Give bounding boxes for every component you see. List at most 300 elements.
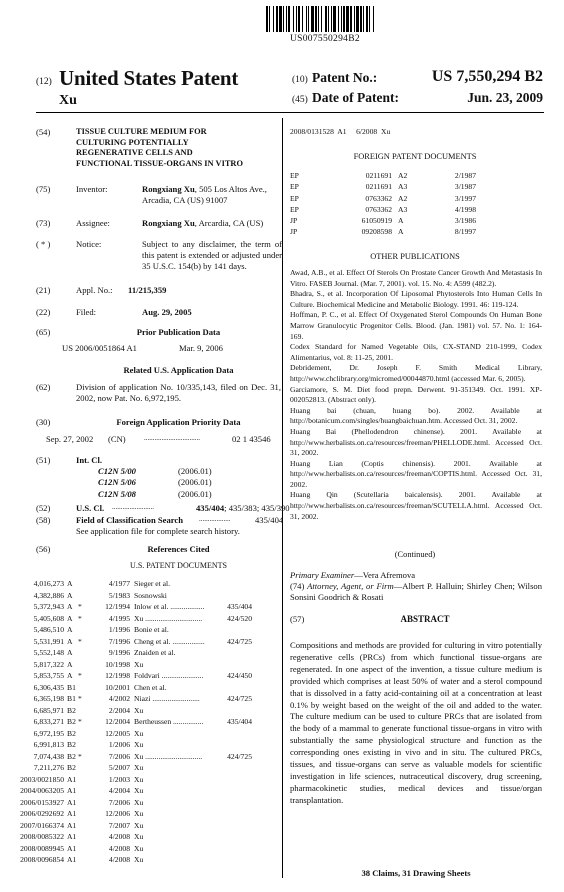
inventor-surname: Xu: [59, 93, 77, 108]
ref-star: [78, 854, 92, 866]
us-cl-text: [196, 503, 288, 514]
table-row: [12, 854, 278, 866]
ref-class: [212, 590, 252, 602]
foreign-country: EP: [290, 193, 299, 203]
ref-date: 4/2008: [108, 832, 130, 841]
ref-date: 4/1995: [108, 613, 130, 623]
ref-kind: A: [67, 648, 73, 657]
ref-date: 2/2004: [108, 705, 130, 715]
ref-date: 7/2007: [108, 820, 130, 830]
related-app-heading-row: [36, 365, 276, 379]
int-cl-list: [98, 466, 278, 500]
int-cl-class: C12N 5/08: [98, 488, 136, 499]
ref-kind: B2: [67, 763, 76, 772]
publication-entry: Huang Qin (Scutellaria baicalensis). 2001. Available at http://www.herbalists.on.ca/resources/freeman/SCUTELLA.html. Accessed Oct. 31, 2002.: [290, 490, 542, 521]
dot-leader: ................................: [144, 434, 200, 442]
field-30-foreign-priority: [36, 417, 276, 451]
ref-class: [212, 785, 252, 797]
ref-number: 6,365,198: [33, 694, 64, 703]
ref-kind: B2: [67, 717, 76, 726]
foreign-date: 3/1986: [454, 216, 476, 226]
foreign-priority-date: Sep. 27, 2002: [46, 434, 94, 444]
attorney-agent: [290, 581, 542, 603]
examiner-label: Primary Examiner: [290, 570, 355, 580]
ref-date: 12/1998: [105, 671, 130, 680]
field-notice: [36, 239, 282, 279]
publication-entry: Debridement, Dr. Joseph F. Smith Medical Library, http://www.chclibrary.org/micromed/00044870.html (accessed Mar. 6, 2005).: [290, 363, 542, 383]
int-cl-version: (2006.01): [178, 466, 212, 476]
foreign-number: 0763362: [365, 193, 392, 203]
ref-class: [212, 647, 252, 659]
int-cl-label: Int. Cl.: [76, 455, 103, 465]
ref-star: *: [78, 671, 82, 680]
ref-name: Xu: [134, 820, 144, 830]
ref-name: Xu: [134, 659, 144, 669]
ref-kind: A1: [67, 832, 77, 841]
notice-text: Subject to any disclaimer, the term of this patent is extended or adjusted under 35 U.S.C. 154(b) by 141 days.: [142, 239, 282, 271]
ref-number: 5,486,510: [33, 625, 64, 634]
ref-date: 4/2008: [108, 843, 130, 853]
ref-date: 4/2002: [108, 694, 130, 703]
table-row: [12, 785, 278, 797]
ref-star: [78, 590, 92, 602]
ref-number: 4,016,273: [33, 579, 64, 588]
table-row: [12, 728, 278, 740]
field-56-references: [36, 544, 276, 574]
field-54-title: [36, 127, 276, 177]
ref-number: 6,972,195: [33, 728, 64, 738]
us-patent-docs-heading: U.S. PATENT DOCUMENTS: [130, 561, 227, 570]
field-code: (58): [36, 515, 51, 525]
ref-kind: A: [67, 590, 73, 600]
ref-class: 435/404: [227, 717, 252, 726]
ref-class: [212, 739, 252, 751]
ref-kind: B1: [67, 682, 76, 692]
table-row: [12, 751, 278, 763]
ref-name: Xu: [134, 797, 144, 807]
foreign-country: EP: [290, 182, 299, 192]
ref-date: 1/2006: [108, 740, 130, 749]
ref-name: Sosnowski: [134, 590, 167, 600]
ref-class: [212, 659, 252, 671]
ref-date: 7/1996: [108, 636, 130, 646]
us-cl-value: 435/404: [196, 503, 225, 513]
table-row: [12, 601, 278, 613]
ref-star: [78, 774, 92, 786]
ref-kind: B2: [67, 728, 76, 738]
foreign-kind: A: [398, 227, 404, 237]
table-row: [12, 613, 278, 625]
ref-number: 6,306,435: [33, 682, 64, 692]
patent-no-code: (10): [292, 75, 308, 85]
foreign-docs-heading: FOREIGN PATENT DOCUMENTS: [353, 152, 477, 161]
field-code: ( * ): [36, 239, 51, 249]
barcode: [266, 6, 432, 32]
ref-class: [212, 705, 252, 717]
ref-number: 2008/0131528: [290, 127, 334, 136]
ref-number: 7,074,438: [33, 751, 64, 761]
ref-name: Xu: [134, 705, 144, 715]
ref-number: 5,853,755: [33, 671, 64, 680]
ref-date: 1/1996: [108, 625, 130, 634]
abstract-code: (57): [290, 614, 305, 624]
ref-number: 2008/0096854: [20, 855, 64, 864]
ref-class: [212, 762, 252, 774]
ref-number: 2008/0085322: [20, 832, 64, 841]
ref-class: 424/520: [227, 613, 252, 623]
ref-number: 4,382,886: [33, 590, 64, 600]
ref-name: Bertheussen ................: [134, 717, 204, 726]
foreign-kind: A3: [398, 182, 408, 192]
us-references-list: [12, 578, 278, 866]
table-row: [12, 797, 278, 809]
ref-star: [78, 682, 92, 694]
ref-name: Xu: [134, 832, 144, 841]
ref-star: [78, 578, 92, 590]
us-cl-label: U.S. Cl.: [76, 503, 105, 513]
ref-star: [78, 797, 92, 809]
ref-class: 424/725: [227, 636, 252, 646]
ref-date: 12/2005: [105, 728, 130, 738]
field-code: (52): [36, 503, 51, 513]
foreign-number: 0211691: [365, 171, 392, 180]
foreign-date: 2/1987: [454, 171, 476, 180]
publication-entry: Huang Bai (Phellodendron chinense). 2001. Available at http://www.herbalists.on.ca/resources/freeman/PHELLODE.html. Accessed Oct. 31, 2002.: [290, 426, 542, 458]
ref-name: Xu ..............................: [134, 613, 203, 623]
dot-leader: ........................: [112, 503, 154, 511]
ref-class: 435/404: [227, 602, 252, 611]
ref-date: 12/2006: [105, 809, 130, 818]
examiner-name: —Vera Afremova: [354, 570, 416, 580]
ref-star: [78, 624, 92, 636]
table-row: [12, 831, 278, 843]
ref-class: [212, 843, 252, 855]
invention-title: TISSUE CULTURE MEDIUM FOR CULTURING POTENTIALLY REGENERATIVE CELLS AND FUNCTIONAL TISSUE-ORGANS IN VITRO: [76, 127, 243, 168]
ref-star: *: [78, 694, 82, 703]
field-62-division: [36, 382, 281, 412]
foreign-priority-heading: Foreign Application Priority Data: [116, 417, 241, 427]
search-label: Field of Classification Search: [76, 515, 184, 525]
ref-kind: A1: [67, 809, 77, 818]
field-code: (21): [36, 285, 51, 295]
int-cl-row: [98, 477, 278, 488]
ref-class: [212, 820, 252, 832]
ref-name: Xu: [134, 843, 144, 853]
foreign-number: 09208598: [361, 227, 392, 237]
publication-entry: Awad, A.B., et al. Effect Of Sterols On Prostate Cancer Growth And Metastasis In Vitro. FASEB Journal. (Mar. 7, 2001). vol. 15. No. 4: A599 (482.2).: [290, 268, 542, 288]
publication-entry: Hoffman, P. C., et al. Effect Of Oxygenated Sterol Compounds On Human Bone Marrow Granulocytic Progenitor Cells. Blood. (Jan. 1981) vol. 57. No. 1: 164-169.: [290, 310, 542, 341]
ref-class: [212, 578, 252, 590]
ref-kind: A: [67, 659, 73, 669]
ref-name: Foldvari ......................: [134, 671, 204, 680]
ref-name: Xu: [134, 809, 144, 818]
publication-entry: Huang Lian (Coptis chinensis). 2001. Available at http://www.herbalists.on.ca/resources/freeman/COPTIS.html. Accessed Oct. 31, 2002.: [290, 458, 542, 489]
table-row: [12, 705, 278, 717]
related-app-heading: Related U.S. Application Data: [123, 365, 234, 375]
publication-entry: Bhadra, S., et al. Incorporation Of Liposomal Phytosterols Into Human Cells In Culture. Biochemical Medicine and Metabolic Biology. 1991. 46: 119-124.: [290, 289, 542, 309]
doc-type-code: (12): [36, 77, 52, 87]
foreign-kind: A: [398, 216, 404, 226]
appl-no-label: Appl. No.:: [76, 285, 113, 295]
inventor-name: Rongxiang Xu: [142, 184, 195, 194]
ref-date: 4/1977: [108, 579, 130, 588]
ref-star: [78, 728, 92, 740]
ref-date: 5/2007: [108, 763, 130, 772]
ref-name: Sieger et al.: [134, 579, 171, 588]
ref-class: [212, 682, 252, 694]
int-cl-class: C12N 5/06: [98, 477, 136, 488]
field-51-int-cl: [36, 455, 276, 503]
claims-summary: 38 Claims, 31 Drawing Sheets: [361, 868, 471, 878]
foreign-priority-country: (CN): [108, 434, 126, 444]
ref-date: 12/2004: [105, 717, 130, 726]
table-row: [12, 590, 278, 602]
continued-note: (Continued): [394, 550, 436, 559]
int-cl-row: [98, 489, 278, 500]
attorney-label: Attorney, Agent, or Firm: [307, 581, 394, 591]
ref-star: [78, 831, 92, 843]
field-code: (22): [36, 307, 51, 317]
field-code: (54): [36, 127, 51, 137]
ref-name: Znaiden et al.: [134, 648, 176, 657]
field-22-filed: [36, 307, 276, 321]
ref-number: 5,531,991: [33, 636, 64, 646]
us-cl-rest: ; 435/383; 435/390: [224, 503, 290, 513]
ref-kind: A1: [67, 774, 77, 784]
ref-kind: A: [67, 671, 73, 680]
ref-date: 12/1994: [105, 602, 130, 611]
prior-pub-number: US 2006/0051864 A1: [62, 343, 137, 353]
field-code: (75): [36, 184, 51, 194]
assignee-name: Rongxiang Xu: [142, 218, 195, 228]
ref-date: 7/2006: [108, 751, 130, 761]
foreign-kind: A2: [398, 171, 408, 180]
barcode-bar: [374, 6, 376, 32]
ref-name: Xu: [134, 855, 144, 864]
ref-date: 4/2008: [108, 855, 130, 864]
field-21-appl-no: [36, 285, 276, 299]
table-row: [12, 716, 278, 728]
foreign-country: JP: [290, 227, 298, 237]
prior-pub-heading: Prior Publication Data: [136, 327, 221, 337]
foreign-number: 0763362: [365, 204, 392, 214]
filed-label: Filed:: [76, 307, 97, 317]
ref-star: [78, 785, 92, 797]
field-code: (30): [36, 417, 51, 427]
foreign-date: 4/1998: [454, 204, 476, 214]
ref-star: [78, 647, 92, 659]
ref-kind: A1: [67, 855, 77, 864]
other-pubs-heading: OTHER PUBLICATIONS: [370, 252, 460, 261]
ref-number: 5,372,943: [33, 602, 64, 611]
ref-date: 10/2001: [105, 682, 130, 692]
foreign-number: 0211691: [365, 182, 392, 192]
ref-name: Xu: [134, 740, 144, 749]
ref-name: Xu ..............................: [134, 751, 203, 761]
ref-name: Xu: [134, 763, 144, 772]
ref-kind: A1: [67, 786, 77, 795]
table-row: [12, 682, 278, 694]
table-row: [290, 193, 490, 204]
ref-star: *: [78, 751, 82, 761]
ref-number: 2007/0166374: [20, 820, 64, 830]
table-row: [12, 624, 278, 636]
int-cl-row: [98, 466, 278, 477]
field-code: (73): [36, 218, 51, 228]
search-text: See application file for complete search history.: [76, 526, 240, 536]
foreign-country: EP: [290, 204, 299, 214]
ref-number: 7,211,276: [33, 763, 64, 772]
foreign-country: EP: [290, 171, 299, 180]
ref-number: 2006/0292692: [20, 809, 64, 818]
ref-date: 4/2004: [108, 786, 130, 795]
ref-kind: B2: [67, 705, 76, 715]
ref-date: 7/2006: [108, 797, 130, 807]
foreign-kind: A2: [398, 193, 408, 203]
foreign-number: 61050919: [361, 216, 392, 226]
table-row: [12, 659, 278, 671]
field-73-assignee: [36, 218, 276, 232]
field-65-prior-pub: [36, 327, 276, 357]
table-row: [290, 181, 490, 192]
ref-class: [212, 831, 252, 843]
date-of-patent-value: Jun. 23, 2009: [467, 90, 543, 105]
other-pubs-list: [290, 268, 542, 522]
date-of-patent-label: Date of Patent:: [312, 90, 399, 105]
abstract-text: Compositions and methods are provided for culturing in vitro potentially regenerative cells (PRCs) from which functional tissue-organs are regenerated. In one aspect of the invention, a tissue culture medium is provided which comprises at least 50% of water and a sterol compound that is dissolved in a fatty acid-containing oil at a concentration at least 0.1% by weight based on the weight of the oil and added to the water. The culture medium can be used to culture PRCs that are isolated from the body of a mammal to generate functional tissue-organs in vitro with substantially the same physiological structure and function as the corresponding ones existing in vivo and in situ. The cultured PRCs, tissues, and tissue-organs can serve as valuable models for scientific investigation in life sciences, nutraceutical discovery, drug screening, pharmacokinetic studies, medical devices and tissue/organ transplantation.: [290, 640, 542, 805]
ref-number: 6,685,971: [33, 705, 64, 715]
ref-date: 6/2008: [356, 127, 378, 136]
ref-date: 9/1996: [108, 648, 130, 657]
ref-name: Chen et al.: [134, 682, 167, 692]
table-row: [290, 226, 490, 237]
publication-entry: Codex Standard for Named Vegetable Oils, CX-STAND 210-1999, Codex Alimentarius, vol. 8: 11-25, 2001.: [290, 342, 542, 362]
ref-star: *: [78, 613, 82, 623]
column-divider: [282, 118, 283, 878]
ref-star: [78, 659, 92, 671]
ref-star: *: [78, 636, 82, 646]
ref-star: [78, 762, 92, 774]
table-row: [12, 820, 278, 832]
page-title: United States Patent: [59, 66, 239, 90]
ref-star: [78, 820, 92, 832]
ref-class: [212, 774, 252, 786]
table-row: [290, 204, 490, 215]
foreign-country: JP: [290, 216, 298, 226]
foreign-date: 3/1997: [454, 193, 476, 203]
table-row: [12, 808, 278, 820]
ref-date: 5/1983: [108, 590, 130, 600]
field-75-inventor: [36, 184, 276, 214]
ref-kind: A: [67, 602, 73, 611]
table-row: [12, 693, 278, 705]
ref-number: 6,833,271: [33, 717, 64, 726]
field-52-us-cl: [36, 503, 290, 515]
table-row: [12, 647, 278, 659]
publication-entry: Huang bai (chuan, huang bo). 2002. Available at http://botanicum.com/singles/huangbaichuan.htm. Accessed Oct. 31, 2002.: [290, 405, 542, 426]
table-row: [12, 762, 278, 774]
ref-star: [78, 843, 92, 855]
ref-star: *: [78, 602, 82, 611]
table-row: [12, 843, 278, 855]
field-code: (51): [36, 455, 51, 465]
attorney-names: —Albert P. Halluin; Shirley Chen; Wilson Sonsini Goodrich & Rosati: [290, 581, 543, 602]
ref-class: [212, 797, 252, 809]
table-row: [290, 215, 490, 226]
ref-name: Xu: [134, 786, 144, 795]
field-code: (56): [36, 544, 51, 554]
references-heading: References Cited: [147, 544, 210, 554]
patent-no-label: Patent No.:: [312, 70, 378, 85]
table-row: [12, 670, 278, 682]
assignee-text: [142, 218, 282, 229]
inventor-text: [142, 184, 282, 206]
ref-number: 2003/0021850: [20, 774, 64, 784]
assignee-label: Assignee:: [76, 218, 110, 228]
inventor-address: , 505 Los Altos Ave., Arcadia, CA (US) 91007: [142, 184, 267, 205]
notice-label: Notice:: [76, 239, 102, 249]
division-text: Division of application No. 10/335,143, filed on Dec. 31, 2002, now Pat. No. 6,972,195.: [76, 382, 281, 403]
ref-number: 6,991,813: [33, 740, 64, 749]
ref-star: [78, 705, 92, 717]
table-row: [12, 636, 278, 648]
ref-kind: A: [67, 579, 73, 588]
attorney-code: (74): [290, 581, 305, 591]
foreign-priority-number: 02 1 43546: [232, 434, 271, 444]
int-cl-version: (2006.01): [178, 477, 212, 488]
ref-kind: A1: [67, 797, 77, 807]
publication-entry: Garciamore, S. M. Diet food prepn. Derwent. 91-351349. Oct. 1991. XP-002052813. (Abstract only).: [290, 384, 542, 405]
table-row: [12, 739, 278, 751]
ref-kind: A: [67, 625, 73, 634]
ref-name: Xu: [134, 774, 144, 784]
primary-examiner: [290, 570, 542, 581]
ref-name: Xu: [380, 127, 391, 136]
ref-date: 1/2003: [108, 774, 130, 784]
ref-class: [212, 624, 252, 636]
dot-leader: ..................: [199, 515, 231, 523]
ref-number: 2008/0089945: [20, 843, 64, 853]
continued-reference: [290, 127, 390, 136]
ref-number: 2004/0063205: [20, 786, 64, 795]
filed-value: Aug. 29, 2005: [142, 307, 192, 317]
foreign-docs-list: [290, 170, 490, 238]
abstract-heading: ABSTRACT: [400, 614, 450, 624]
ref-kind: B2: [67, 740, 76, 749]
ref-name: Cheng et al. .................: [134, 636, 205, 646]
ref-kind: A: [67, 636, 73, 646]
ref-class: [212, 728, 252, 740]
appl-no-value: 11/215,359: [128, 285, 167, 295]
ref-star: [78, 739, 92, 751]
ref-class: 424/450: [227, 671, 252, 680]
ref-kind: A1: [337, 127, 347, 136]
ref-number: 5,552,148: [33, 648, 64, 657]
foreign-date: 8/1997: [454, 227, 476, 237]
header-divider: [36, 112, 544, 113]
ref-class: [212, 854, 252, 866]
prior-pub-date: Mar. 9, 2006: [179, 343, 223, 353]
field-code: (65): [36, 327, 51, 337]
barcode-number: US007550294B2: [290, 34, 360, 44]
ref-name: Xu: [134, 728, 144, 738]
ref-kind: B1: [67, 694, 76, 703]
ref-number: 5,817,322: [33, 659, 64, 669]
date-code: (45): [292, 95, 308, 105]
int-cl-class: C12N 5/00: [98, 466, 136, 476]
ref-name: Inlow et al. ..................: [134, 602, 205, 611]
ref-kind: B2: [67, 751, 76, 761]
